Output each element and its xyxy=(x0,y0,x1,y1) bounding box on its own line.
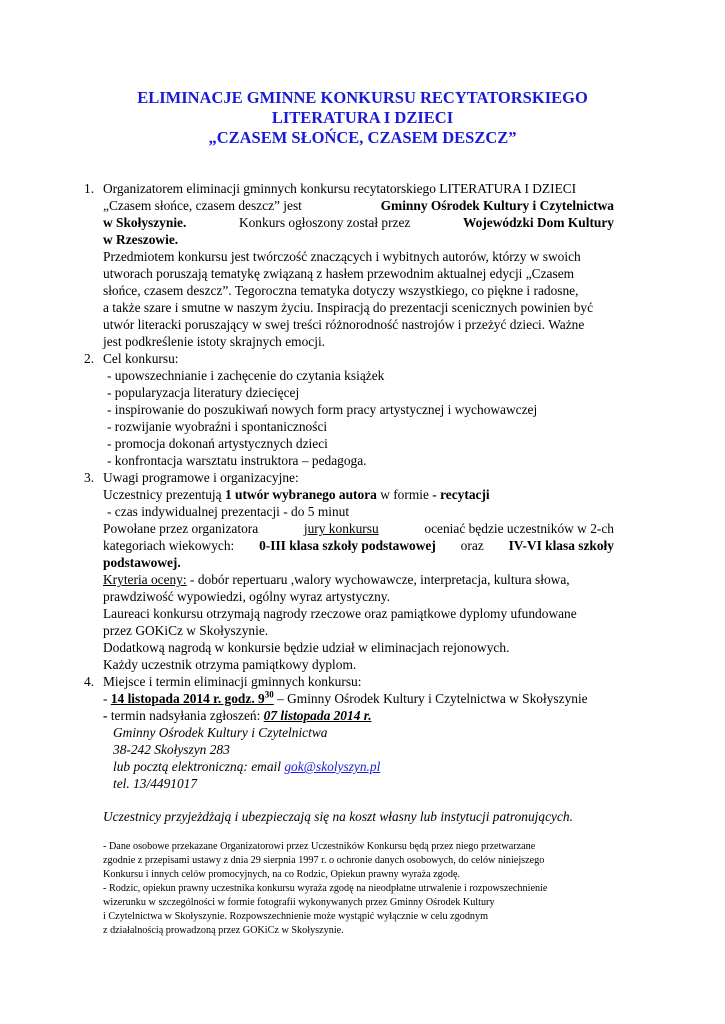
s1-p3: słońce, czasem deszcz”. Tegoroczna tematyka dotyczy wszystkiego, co piękne i radosne, xyxy=(103,283,579,298)
footnote-2-line-2 xyxy=(103,896,619,910)
s3-line-3 xyxy=(103,520,614,537)
f2-2: wizerunku w szczególności w formie fotografii wykonywanych przez Gminny Ośrodek Kultury xyxy=(103,897,495,908)
s1-l3-b: Konkurs ogłoszony został przez xyxy=(238,215,411,230)
s3-l9: przez GOKiCz w Skołyszynie. xyxy=(103,623,269,638)
section-1-number: 1. xyxy=(84,181,95,196)
s4-event-date xyxy=(111,691,274,706)
s3-l7: prawdziwość wypowiedzi, ogólny wyraz artystyczny. xyxy=(103,589,390,604)
s3-l3-c: oceniać będzie uczestników w 2-ch xyxy=(424,521,614,536)
s3-l4-a: kategoriach wiekowych: xyxy=(103,538,235,553)
s4-addr1: Gminny Ośrodek Kultury i Czytelnictwa xyxy=(113,725,328,740)
s4-date-text: 14 listopada 2014 r. godz. 9 xyxy=(110,691,265,706)
goal-item: - popularyzacja literatury dziecięcej xyxy=(107,385,300,400)
s3-l1-d: - recytacji xyxy=(432,487,490,502)
s3-jury: jury konkursu xyxy=(303,521,379,536)
s1-p4: a także szare i smutne w naszym życiu. Inspiracją do prezentacji scenicznych powinien być xyxy=(103,300,594,315)
email-link[interactable]: gok@skolyszyn.pl xyxy=(284,759,381,774)
s4-addr4: tel. 13/4491017 xyxy=(113,776,198,791)
goal-item: - rozwijanie wyobraźni i spontaniczności xyxy=(107,419,328,434)
s4-l2-dash: - xyxy=(103,708,108,723)
document-title xyxy=(0,88,725,148)
goal-item: - inspirowanie do poszukiwań nowych form pracy artystycznej i wychowawczej xyxy=(107,402,538,417)
section-1-line-3 xyxy=(103,214,614,231)
s4-l1-dash: - xyxy=(103,691,108,706)
s4-l1-rest: – Gminny Ośrodek Kultury i Czytelnictwa w Skołyszynie xyxy=(277,691,588,706)
s3-l8: Laureaci konkursu otrzymają nagrody rzeczowe oraz pamiątkowe dyplomy ufundowane xyxy=(103,606,577,621)
s1-l4: w Rzeszowie. xyxy=(103,232,179,247)
s4-date-minutes: 30 xyxy=(264,689,274,700)
s4-addr3-a: lub pocztą elektroniczną: email xyxy=(113,759,281,774)
s4-line-2 xyxy=(103,707,372,724)
s1-organizer-name: Gminny Ośrodek Kultury i Czytelnictwa xyxy=(380,198,614,213)
title-line-1: ELIMINACJE GMINNE KONKURSU RECYTATORSKIEGO xyxy=(137,88,588,107)
s3-l5: podstawowej. xyxy=(103,555,181,570)
s3-line-6 xyxy=(103,571,570,588)
section-1-line-2 xyxy=(103,197,614,214)
s3-l11: Każdy uczestnik otrzyma pamiątkowy dyplom. xyxy=(103,657,357,672)
section-3-heading: Uwagi programowe i organizacyjne: xyxy=(103,470,299,485)
s4-line-1 xyxy=(103,690,588,707)
s1-p1: Przedmiotem konkursu jest twórczość znaczących i wybitnych autorów, którzy w swoich xyxy=(103,249,581,264)
footnote-1-line-1 xyxy=(103,840,619,854)
s1-l1-text: Organizatorem eliminacji gminnych konkursu recytatorskiego LITERATURA I DZIECI xyxy=(103,181,577,196)
s1-p5: utwór literacki poruszający w swej treści różnorodność nastrojów i przeżyć dzieci. Ważne xyxy=(103,317,585,332)
s3-criteria-label: Kryteria oceny: xyxy=(103,572,187,587)
s3-line-4 xyxy=(103,537,614,554)
s3-l6-b: - dobór repertuaru ,walory wychowawcze, interpretacja, kultura słowa, xyxy=(190,572,570,587)
section-1-line-1 xyxy=(103,180,614,197)
goal-item: - promocja dokonań artystycznych dzieci xyxy=(107,436,328,451)
s4-deadline: 07 listopada 2014 r. xyxy=(263,708,372,723)
f2-1: - Rodzic, opiekun prawny uczestnika konkursu wyraża zgodę na nieodpłatne utrwalenie i rozpowszechnienie xyxy=(103,883,548,894)
title-line-2: LITERATURA I DZIECI xyxy=(271,108,454,127)
s1-p6: jest podkreślenie istoty skrajnych emocji. xyxy=(103,334,326,349)
f1-1: - Dane osobowe przekazane Organizatorowi przez Uczestników Konkursu będą przez niego przetwarzane xyxy=(103,841,536,852)
section-3-number: 3. xyxy=(84,470,95,485)
footnote-2-line-3 xyxy=(103,910,619,924)
f1-2: zgodnie z przepisami ustawy z dnia 29 sierpnia 1997 r. o ochronie danych osobowych, do celów niniejszego xyxy=(103,855,545,866)
s3-l10: Dodatkową nagrodą w konkursie będzie udział w eliminacjach rejonowych. xyxy=(103,640,510,655)
section-4-number: 4. xyxy=(84,674,95,689)
s3-line-1 xyxy=(103,486,490,503)
goal-item: - konfrontacja warsztatu instruktora – pedagoga. xyxy=(107,453,367,468)
title-line-3: „CZASEM SŁOŃCE, CZASEM DESZCZ” xyxy=(208,128,517,147)
s3-l3-a: Powołane przez organizatora xyxy=(103,521,259,536)
s4-addr2: 38-242 Skołyszyn 283 xyxy=(113,742,230,757)
f1-3: Konkursu i innych celów promocyjnych, na co Rodzic, Opiekun prawny wyraża zgodę. xyxy=(103,869,461,880)
s4-note: Uczestnicy przyjeżdżają i ubezpieczają się na koszt własny lub instytucji patronujących. xyxy=(103,809,573,824)
s4-l2-a: termin nadsyłania zgłoszeń: xyxy=(110,708,261,723)
s3-l2: - czas indywidualnej prezentacji - do 5 minut xyxy=(107,504,350,519)
s1-l3-a: w Skołyszynie. xyxy=(103,215,187,230)
goal-item: - upowszechnianie i zachęcenie do czytania książek xyxy=(107,368,385,383)
s3-category-1: 0-III klasa szkoły podstawowej xyxy=(259,538,436,553)
section-4-heading: Miejsce i termin eliminacji gminnych konkursu: xyxy=(103,674,362,689)
s4-addr3 xyxy=(113,758,380,775)
s3-l1-c: w formie xyxy=(380,487,429,502)
s1-announcer-name: Wojewódzki Dom Kultury xyxy=(462,215,614,230)
s1-l2-a: „Czasem słońce, czasem deszcz” jest xyxy=(103,198,302,213)
s3-category-2: IV-VI klasa szkoły xyxy=(508,538,614,553)
s3-l1-b: 1 utwór wybranego autora xyxy=(224,487,377,502)
section-2-number: 2. xyxy=(84,351,95,366)
s3-l4-c: oraz xyxy=(460,538,484,553)
s1-p2: utworach poruszają tematykę związaną z hasłem przewodnim aktualnej edycji „Czasem xyxy=(103,266,575,281)
f2-3: i Czytelnictwa w Skołyszynie. Rozpowszechnienie może wystąpić wyłącznie w celu zgodnym xyxy=(103,911,489,922)
s3-l1-a: Uczestnicy prezentują xyxy=(103,487,222,502)
f2-4: z działalnością prowadzoną przez GOKiCz w Skołyszynie. xyxy=(103,925,344,936)
section-2-heading: Cel konkursu: xyxy=(103,351,179,366)
